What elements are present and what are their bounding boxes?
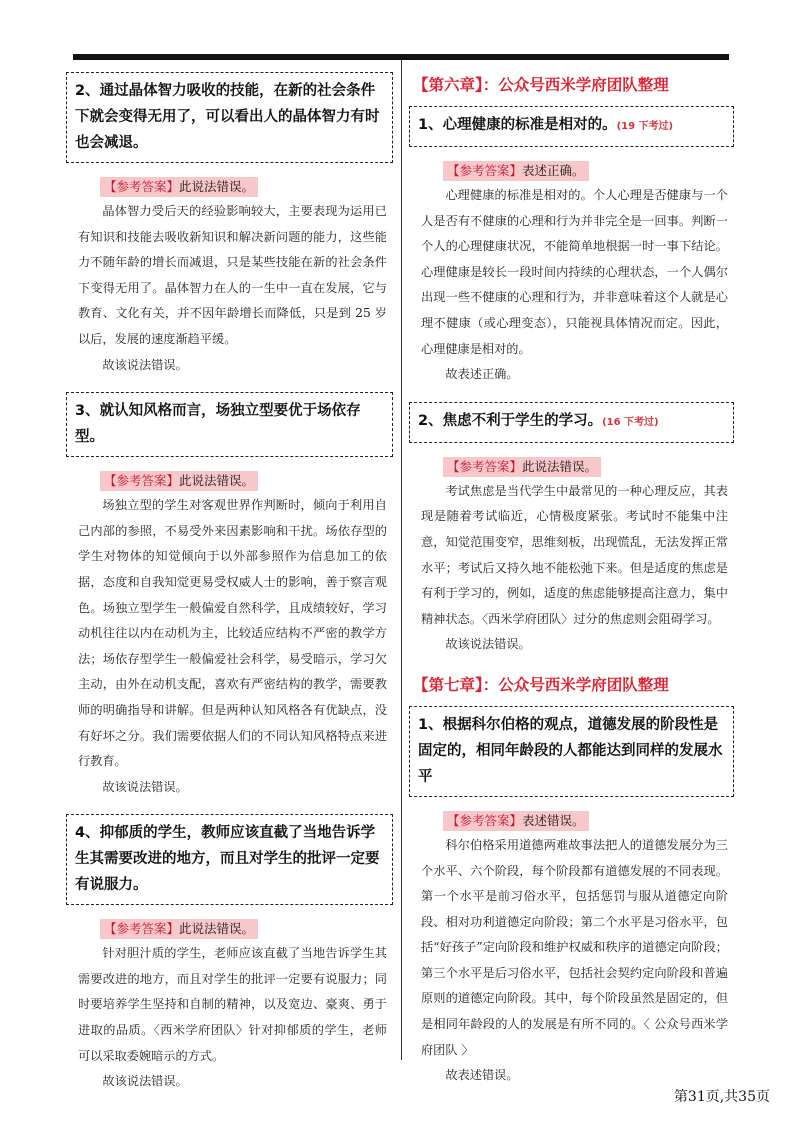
question-box-c6-1 <box>409 106 734 147</box>
answer-label: 【参考答案】此说法错误。 <box>100 177 258 197</box>
question-text: 2、通过晶体智力吸收的技能，在新的社会条件下就会变得无用了，可以看出人的晶体智力有时也会减退。 <box>75 83 380 151</box>
conclusion: 故该说法错误。 <box>102 1074 188 1089</box>
page-number: 第31页,共35页 <box>673 1089 770 1105</box>
question-box-c6-2 <box>409 402 734 443</box>
conclusion: 故表述错误。 <box>445 1068 519 1083</box>
chapter-heading-6: 【第六章】：公众号西米学府团队整理 <box>413 76 669 94</box>
exam-note: (16 下考过) <box>602 416 659 428</box>
question-box-3 <box>66 392 393 457</box>
explanation-paragraph: 场独立型的学生对客观世界作判断时，倾向于利用自己内部的参照，不易受外来因素影响和干扰。场依存型的学生对物体的知觉倾向于以外部参照作为信息加工的依据，态度和自我知觉更易受权威人士的影响，善于察言观色。场独立型学生一般偏爱自然科学，且成绩较好，学习动机往往以内在动机为主，比较适应结构不严密的教学方法；场依存型学生一般偏爱社会科学，易受暗示，学习欠主动，由外在动机支配，喜欢有严密结构的教学，需要教师的明确指导和讲解。但是两种认知风格各有优缺点，没有好坏之分。我们需要依据人们的不同认知风格特点来进行教育。 <box>78 498 387 769</box>
answer-label: 【参考答案】表述正确。 <box>443 161 589 181</box>
question-box-4 <box>66 814 393 905</box>
question-text: 3、就认知风格而言，场独立型要优于场依存型。 <box>75 403 361 446</box>
answer-label: 【参考答案】此说法错误。 <box>100 471 258 491</box>
conclusion: 故表述正确。 <box>445 367 519 382</box>
explanation-paragraph: 晶体智力受后天的经验影响较大，主要表现为运用已有知识和技能去吸收新知识和解决新问题的能力，这些能力不随年龄的增长而减退，只是某些技能在新的社会条件下变得无用了。晶体智力在人的一生中一直在发展，它与教育、文化有关，并不因年龄增长而降低，只是到 25 岁以后，发展的速度渐趋平缓。 <box>78 204 387 346</box>
question-text: 4、抑郁质的学生，教师应该直截了当地告诉学生其需要改进的地方，而且对学生的批评一定要有说服力。 <box>75 825 380 894</box>
conclusion: 故该说法错误。 <box>102 779 188 794</box>
left-column <box>66 72 393 1109</box>
explanation-paragraph: 科尔伯格采用道德两难故事法把人的道德发展分为三个水平、六个阶段，每个阶段都有道德发展的不同表现。第一个水平是前习俗水平，包括惩罚与服从道德定向阶段、相对功利道德定向阶段；第二个水平是习俗水平，包括“好孩子”定向阶段和维护权威和秩序的道德定向阶段；第三个水平是后习俗水平，包括社会契约定向阶段和普遍原则的道德定向阶段。其中，每个阶段虽然是固定的，但是相同年龄段的人的发展是有所不同的。〈 公众号西米学府团队 〉 <box>421 837 728 1057</box>
conclusion: 故该说法错误。 <box>102 357 188 372</box>
answer-label: 【参考答案】表述错误。 <box>443 811 589 831</box>
conclusion: 故该说法错误。 <box>445 637 531 652</box>
column-divider <box>401 60 402 1060</box>
answer-label: 【参考答案】此说法错误。 <box>100 919 258 939</box>
explanation-paragraph: 心理健康的标准是相对的。个人心理是否健康与一个人是否有不健康的心理和行为并非完全是一回事。判断一个人的心理健康状况，不能简单地根据一时一事下结论。心理健康是较长一段时间内持续的心理状态，一个人偶尔出现一些不健康的心理和行为，并非意味着这个人就是心理不健康（或心理变态），只能视具体情况而定。因此，心理健康是相对的。 <box>421 188 728 356</box>
question-text: 1、心理健康的标准是相对的。 <box>418 117 617 133</box>
question-box-2 <box>66 72 393 163</box>
question-text: 1、根据科尔伯格的观点，道德发展的阶段性是固定的，相同年龄段的人都能达到同样的发展水平 <box>418 716 723 785</box>
question-box-c7-1 <box>409 706 734 797</box>
explanation-paragraph: 针对胆汁质的学生，老师应该直截了当地告诉学生其需要改进的地方，而且对学生的批评一定要有说服力；同时要培养学生坚持和自制的精神，以及宽边、豪爽、勇于进取的品质。〈西米学府团队〉针对抑郁质的学生，老师可以采取委婉暗示的方式。 <box>78 946 387 1063</box>
answer-label: 【参考答案】此说法错误。 <box>443 457 601 477</box>
chapter-heading-7: 【第七章】：公众号西米学府团队整理 <box>413 675 669 694</box>
explanation-paragraph: 考试焦虑是当代学生中最常见的一种心理反应，其表现是随着考试临近，心情极度紧张。考试时不能集中注意，知觉范围变窄，思维刻板，出现慌乱，无法发挥正常水平；考试后又持久地不能松弛下来。但是适度的焦虑是有利于学习的，例如，适度的焦虑能够提高注意力，集中精神状态。〈西米学府团队〉过分的焦虑则会阻碍学习。 <box>421 483 728 626</box>
right-column <box>409 72 734 1103</box>
question-text: 2、焦虑不利于学生的学习。 <box>418 412 603 429</box>
exam-note: (19 下考过) <box>616 121 674 132</box>
